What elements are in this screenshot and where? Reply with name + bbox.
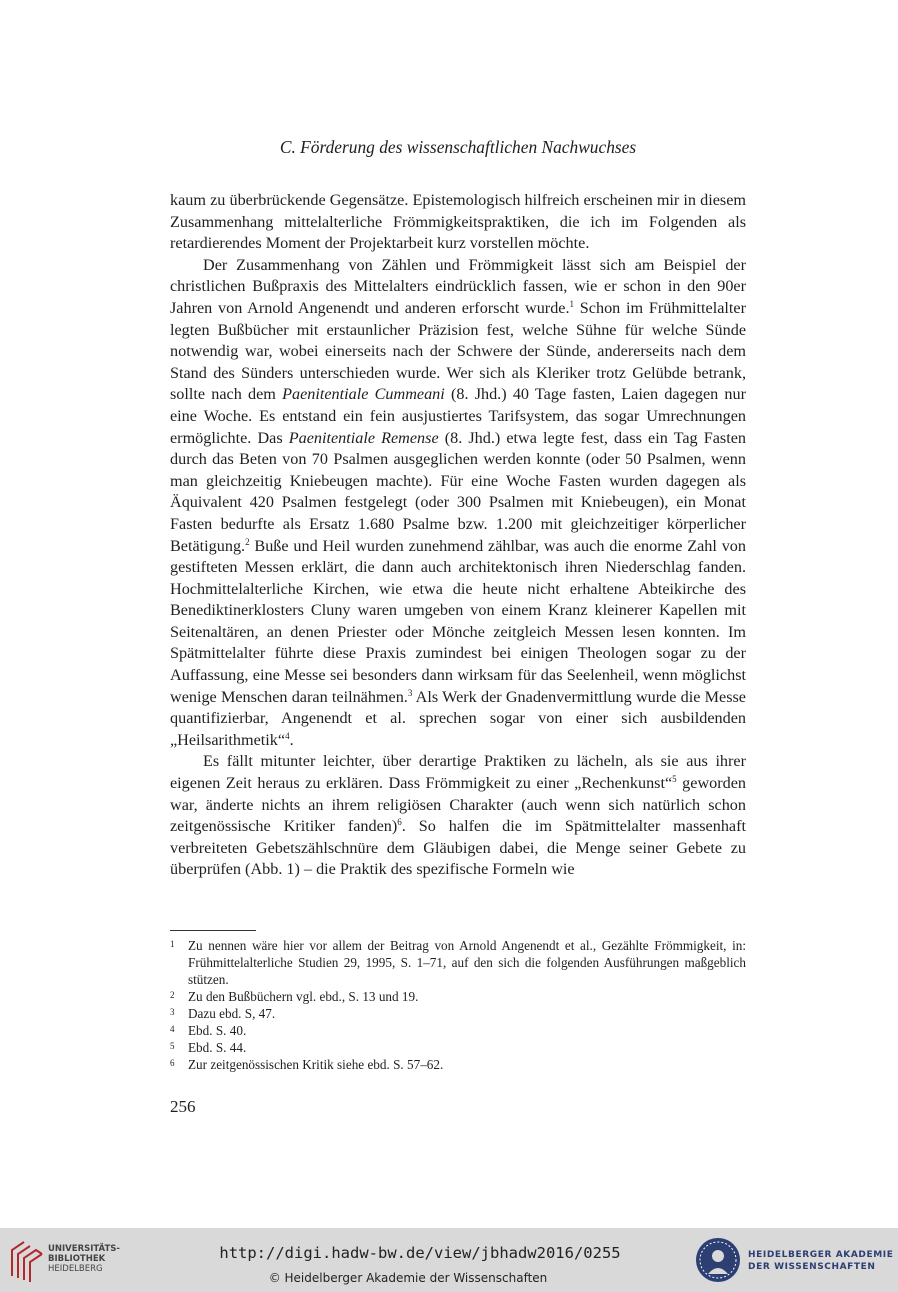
paragraph-2-text-d: (8. Jhd.) etwa legte fest, dass ein Tag Fasten durch das Beten von 70 Psalmen ausgeglichen werden konnte (oder 50 Psalmen, wenn man gleichzeitig Kniebeugen machte). Für eine Woche Fasten wurden dagegen als Äquivalent 420 Psalmen festgelegt (oder 300 Psalmen mit Kniebeugen), ein Monat Fasten bedurfte als Ersatz 1.680 Psalme bzw. 1.200 mit gleichzeitiger körperlicher Betätigung. xyxy=(170,428,746,555)
footnote xyxy=(170,1022,746,1039)
ub-logo-line: HEIDELBERG xyxy=(48,1264,103,1274)
running-head: C. Förderung des wissenschaftlichen Nachwuchses xyxy=(279,137,637,157)
paragraph-2-text-a: Der Zusammenhang von Zählen und Frömmigkeit lässt sich am Beispiel der christlichen Bußpraxis des Mittelalters eindrücklich fassen, wie er schon in den 90er Jahren von Arnold Angenendt und anderen erforscht wurde. xyxy=(170,255,746,317)
footnote-text: Dazu ebd. S, 47. xyxy=(188,1006,276,1021)
footnote xyxy=(170,937,746,988)
footnote-text: Ebd. S. 40. xyxy=(188,1023,247,1038)
footnote-text: Zu den Bußbüchern vgl. ebd., S. 13 und 19. xyxy=(188,989,419,1004)
footnote-ref-4: 4 xyxy=(285,730,290,741)
footnote-ref-1: 1 xyxy=(569,298,575,309)
paragraph-3 xyxy=(170,751,746,881)
footnote-number: 1 xyxy=(170,939,175,949)
ub-logo-text xyxy=(48,1244,120,1274)
title-paenitentiale-cummeani: Paenitentiale Cummeani xyxy=(282,385,445,404)
footnote-ref-6: 6 xyxy=(397,817,402,828)
footnote xyxy=(170,1039,746,1056)
footnote-number: 3 xyxy=(170,1007,175,1017)
hadw-logo-line: DER WISSENSCHAFTEN xyxy=(748,1262,876,1272)
paragraph-2-text-c: (8. Jhd.) 40 Tage fasten, Laien dagegen nur eine Woche. Es entstand ein fein ausjustiertes Tarifsystem, das sogar Umrechnungen ermöglichte. Das xyxy=(170,385,747,447)
footnote xyxy=(170,988,746,1005)
page-number: 256 xyxy=(170,1097,196,1116)
footnote-text: Zur zeitgenössischen Kritik siehe ebd. S. 57–62. xyxy=(188,1057,444,1072)
paragraph-1 xyxy=(170,190,746,255)
title-paenitentiale-remense: Paenitentiale Remense xyxy=(288,428,439,447)
footnote-text: Ebd. S. 44. xyxy=(188,1040,247,1055)
paragraph-1-text: kaum zu überbrückende Gegensätze. Epistemologisch hilfreich erscheinen mir in diesem Zusammenhang mittelalterliche Frömmigkeitspraktiken, die ich im Folgenden als retardierendes Moment der Projektarbeit kurz vorstellen möchte. xyxy=(170,191,746,253)
footnote-ref-3: 3 xyxy=(407,687,413,698)
paragraph-2-text-g: . xyxy=(289,730,294,749)
footnote-number: 4 xyxy=(170,1024,175,1034)
footnote-number: 6 xyxy=(170,1058,175,1068)
permalink-url[interactable]: http://digi.hadw-bw.de/view/jbhadw2016/0255 xyxy=(219,1244,621,1262)
copyright: © Heidelberger Akademie der Wissenschaften xyxy=(268,1271,548,1285)
paragraph-3-text-b: geworden war, änderte nichts an ihrem religiösen Charakter (auch wenn sich natürlich schon zeitgenössische Kritiker fanden) xyxy=(170,774,747,836)
hadw-logo-text xyxy=(748,1249,894,1273)
paragraph-2-text-e: Buße und Heil wurden zunehmend zählbar, was auch die enorme Zahl von gestifteten Messen erklärt, die dann auch architektonisch ihren Niederschlag fanden. Hochmittelalterliche Kirchen, wie etwa die heute nicht erhaltene Abteikirche des Benediktinerklosters Cluny waren umgeben von einem Kranz kleinerer Kapellen mit Seitenaltären, an denen Priester oder Mönche zeitgleich Messen lesen konnten. Im Spätmittelalter führte diese Praxis zumindest bei einigen Theologen sogar zu der Auffassung, eine Messe sei besonders dann wirksam für das Seelenheil, wenn möglichst wenige Menschen daran teilnähmen. xyxy=(170,536,746,706)
footnote-ref-5: 5 xyxy=(672,774,677,785)
paragraph-2-text-f: Als Werk der Gnadenvermittlung wurde die Messe quantifizierbar, Angenendt et al. sprechen sogar von einer sich ausbildenden „Heilsarithmetik“ xyxy=(170,687,746,749)
footnote-divider xyxy=(170,930,256,931)
footnote xyxy=(170,1056,746,1073)
paragraph-2 xyxy=(170,255,746,752)
ub-logo-line: UNIVERSITÄTS- xyxy=(48,1244,120,1254)
paragraph-2-text-b: Schon im Frühmittelalter legten Bußbücher mit erstaunlicher Präzision fest, welche Sühne für welche Sünde notwendig war, wobei einerseits nach der Schwere der Sünde, andererseits nach dem Stand des Sünders unterschieden wurde. Wer sich als Kleriker trotz Gelübde betrank, sollte nach dem xyxy=(170,298,746,404)
body-text xyxy=(170,190,746,881)
footnote-number: 5 xyxy=(170,1041,175,1051)
paragraph-3-text-c: . So halfen die im Spätmittelalter massenhaft verbreiteten Gebetszählschnüre dem Gläubigen dabei, die Menge seiner Gebete zu überprüfen (Abb. 1) – die Praktik des spezifische Formeln wie xyxy=(170,817,746,879)
hadw-logo-line: HEIDELBERGER AKADEMIE xyxy=(748,1250,894,1260)
footnotes xyxy=(170,937,746,1073)
footnote-ref-2: 2 xyxy=(245,536,250,547)
footnote-text: Zu nennen wäre hier vor allem der Beitrag von Arnold Angenendt et al., Gezählte Frömmigkeit, in: Frühmittelalterliche Studien 29, 1995, S. 1–71, auf den sich die folgenden Ausführungen maßgeblich stützen. xyxy=(188,938,746,987)
paragraph-3-text-a: Es fällt mitunter leichter, über derartige Praktiken zu lächeln, als sie aus ihrer eigenen Zeit heraus zu erklären. Dass Frömmigkeit zu einer „Rechenkunst“ xyxy=(170,752,746,793)
ub-logo-line: BIBLIOTHEK xyxy=(48,1254,106,1264)
footnote-number: 2 xyxy=(170,990,175,1000)
footnote xyxy=(170,1005,746,1022)
